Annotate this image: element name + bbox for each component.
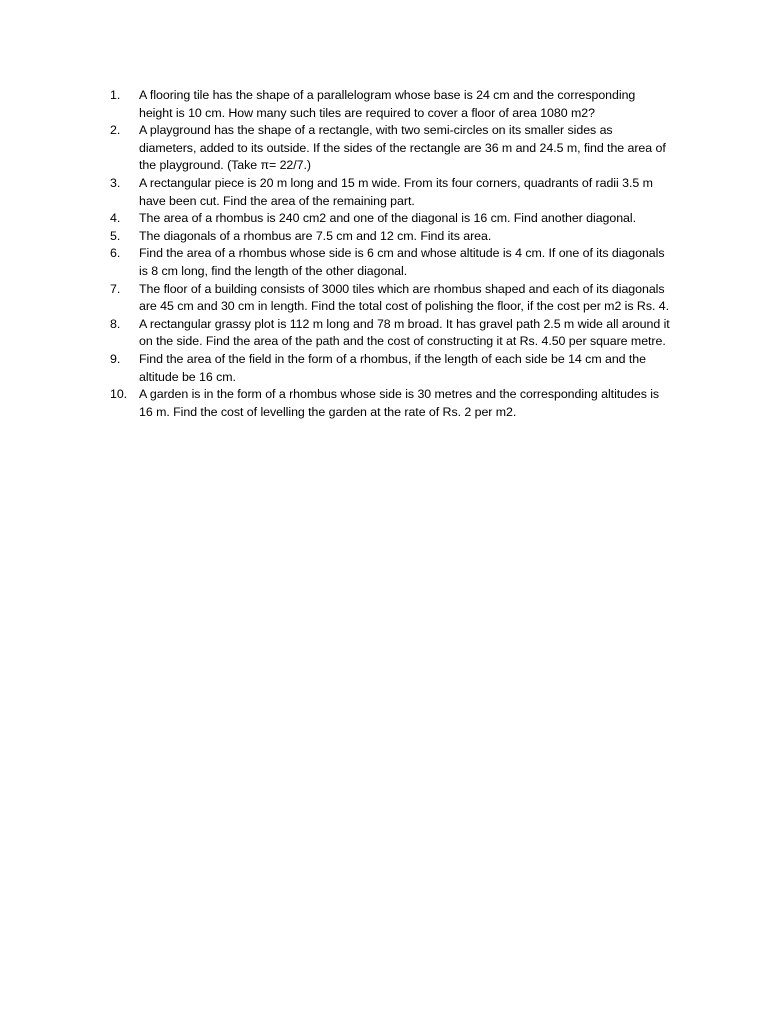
list-item xyxy=(110,210,670,228)
list-item xyxy=(110,228,670,246)
question-text: Find the area of a rhombus whose side is 6 cm and whose altitude is 4 cm. If one of its diagonals is 8 cm long, find the length of the other diagonal. xyxy=(139,246,665,278)
list-item xyxy=(110,351,670,386)
list-item xyxy=(110,87,670,122)
question-number: 2. xyxy=(110,123,121,138)
list-item xyxy=(110,175,670,210)
question-text: Find the area of the field in the form of a rhombus, if the length of each side be 14 cm and the altitude be 16 cm. xyxy=(139,351,646,384)
question-text: A playground has the shape of a rectangle, with two semi-circles on its smaller sides as diameters, added to its outside. If the sides of the rectangle are 36 m and 24.5 m, find the area of the playground. (Take π= 22/7.) xyxy=(139,123,666,173)
question-number: 7. xyxy=(110,281,121,296)
list-item xyxy=(110,245,670,280)
question-text: A garden is in the form of a rhombus whose side is 30 metres and the corresponding altitudes is 16 m. Find the cost of levelling the garden at the rate of Rs. 2 per m2. xyxy=(139,387,660,419)
question-text: A rectangular grassy plot is 112 m long and 78 m broad. It has gravel path 2.5 m wide all around it on the side. Find the area of the path and the cost of constructing it at Rs. 4.50 per square metre. xyxy=(139,316,670,349)
question-list xyxy=(110,87,670,421)
question-number: 6. xyxy=(110,246,121,261)
question-text: A rectangular piece is 20 m long and 15 m wide. From its four corners, quadrants of radii 3.5 m have been cut. Find the area of the remaining part. xyxy=(139,175,653,208)
list-item xyxy=(110,386,670,421)
question-number: 8. xyxy=(110,316,121,331)
question-text: The floor of a building consists of 3000 tiles which are rhombus shaped and each of its diagonals are 45 cm and 30 cm in length. Find the total cost of polishing the floor, if the cost per m2 is Rs. 4. xyxy=(139,281,669,314)
list-item xyxy=(110,281,670,316)
question-number: 3. xyxy=(110,175,121,190)
question-number: 10. xyxy=(110,387,128,402)
question-text: The diagonals of a rhombus are 7.5 cm and 12 cm. Find its area. xyxy=(139,228,492,243)
question-number: 5. xyxy=(110,228,121,243)
question-number: 9. xyxy=(110,351,121,366)
question-text: The area of a rhombus is 240 cm2 and one of the diagonal is 16 cm. Find another diagonal. xyxy=(139,211,636,226)
question-number: 4. xyxy=(110,211,121,226)
question-text: A flooring tile has the shape of a parallelogram whose base is 24 cm and the corresponding height is 10 cm. How many such tiles are required to cover a floor of area 1080 m2? xyxy=(139,88,636,120)
list-item xyxy=(110,316,670,351)
question-number: 1. xyxy=(110,88,121,102)
list-item xyxy=(110,122,670,175)
